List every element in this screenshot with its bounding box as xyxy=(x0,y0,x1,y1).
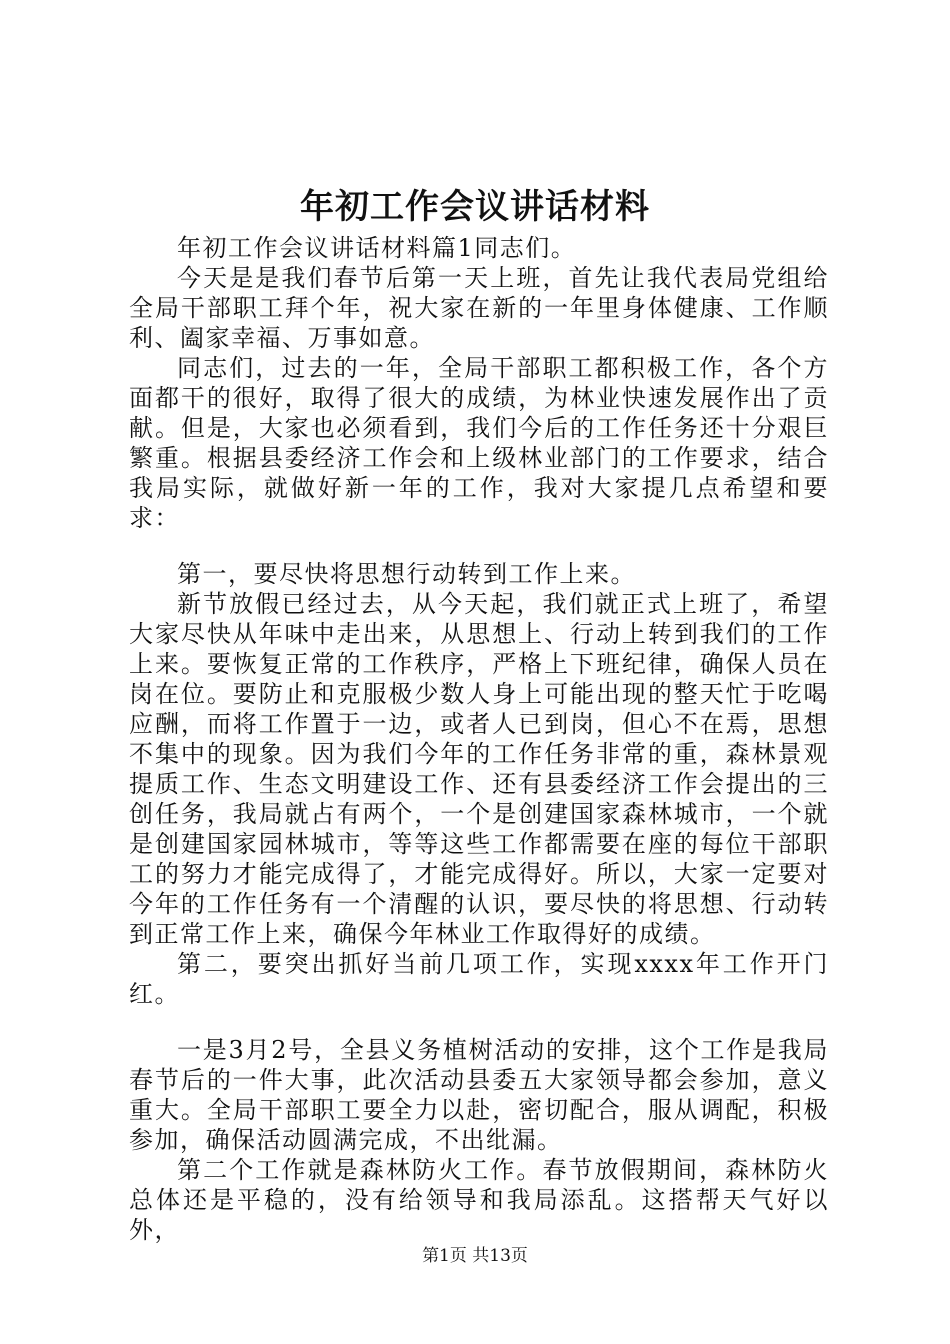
paragraph-intro: 年初工作会议讲话材料篇1同志们。 xyxy=(177,234,577,262)
paragraph-fire-prevention: 第二个工作就是森林防火工作。春节放假期间，森林防火总体还是平稳的，没有给领导和我局添乱。这搭帮天气好以外， xyxy=(129,1156,829,1244)
paragraph-review: 同志们，过去的一年，全局干部职工都积极工作，各个方面都干的很好，取得了很大的成绩，为林业快速发展作出了贡献。但是，大家也必须看到，我们今后的工作任务还十分艰巨繁重。根据县委经济工作会和上级林业部门的工作要求，结合我局实际，就做好新一年的工作，我对大家提几点希望和要求： xyxy=(129,354,829,532)
paragraph-tree-planting: 一是3月2号，全县义务植树活动的安排，这个工作是我局春节后的一件大事，此次活动县委五大家领导都会参加，意义重大。全局干部职工要全力以赴，密切配合，服从调配，积极参加，确保活动圆满完成，不出纰漏。 xyxy=(129,1036,829,1154)
document-body xyxy=(129,233,829,1245)
document-title: 年初工作会议讲话材料 xyxy=(300,187,650,227)
paragraph-greeting: 今天是是我们春节后第一天上班，首先让我代表局党组给全局干部职工拜个年，祝大家在新的一年里身体健康、工作顺利、阖家幸福、万事如意。 xyxy=(129,264,829,352)
paragraph-point-two-heading: 第二，要突出抓好当前几项工作，实现xxxx年工作开门红。 xyxy=(129,950,829,1008)
paragraph-point-one-heading: 第一，要尽快将思想行动转到工作上来。 xyxy=(177,560,636,588)
page-number: 第1页 共13页 xyxy=(422,1246,528,1266)
paragraph-point-one-body: 新节放假已经过去，从今天起，我们就正式上班了，希望大家尽快从年味中走出来，从思想上、行动上转到我们的工作上来。要恢复正常的工作秩序，严格上下班纪律，确保人员在岗在位。要防止和克服极少数人身上可能出现的整天忙于吃喝应酬，而将工作置于一边，或者人已到岗，但心不在焉，思想不集中的现象。因为我们今年的工作任务非常的重，森林景观提质工作、生态文明建设工作、还有县委经济工作会提出的三创任务，我局就占有两个，一个是创建国家森林城市，一个就是创建国家园林城市，等等这些工作都需要在座的每位干部职工的努力才能完成得了，才能完成得好。所以，大家一定要对今年的工作任务有一个清醒的认识，要尽快的将思想、行动转到正常工作上来，确保今年林业工作取得好的成绩。 xyxy=(129,590,829,948)
